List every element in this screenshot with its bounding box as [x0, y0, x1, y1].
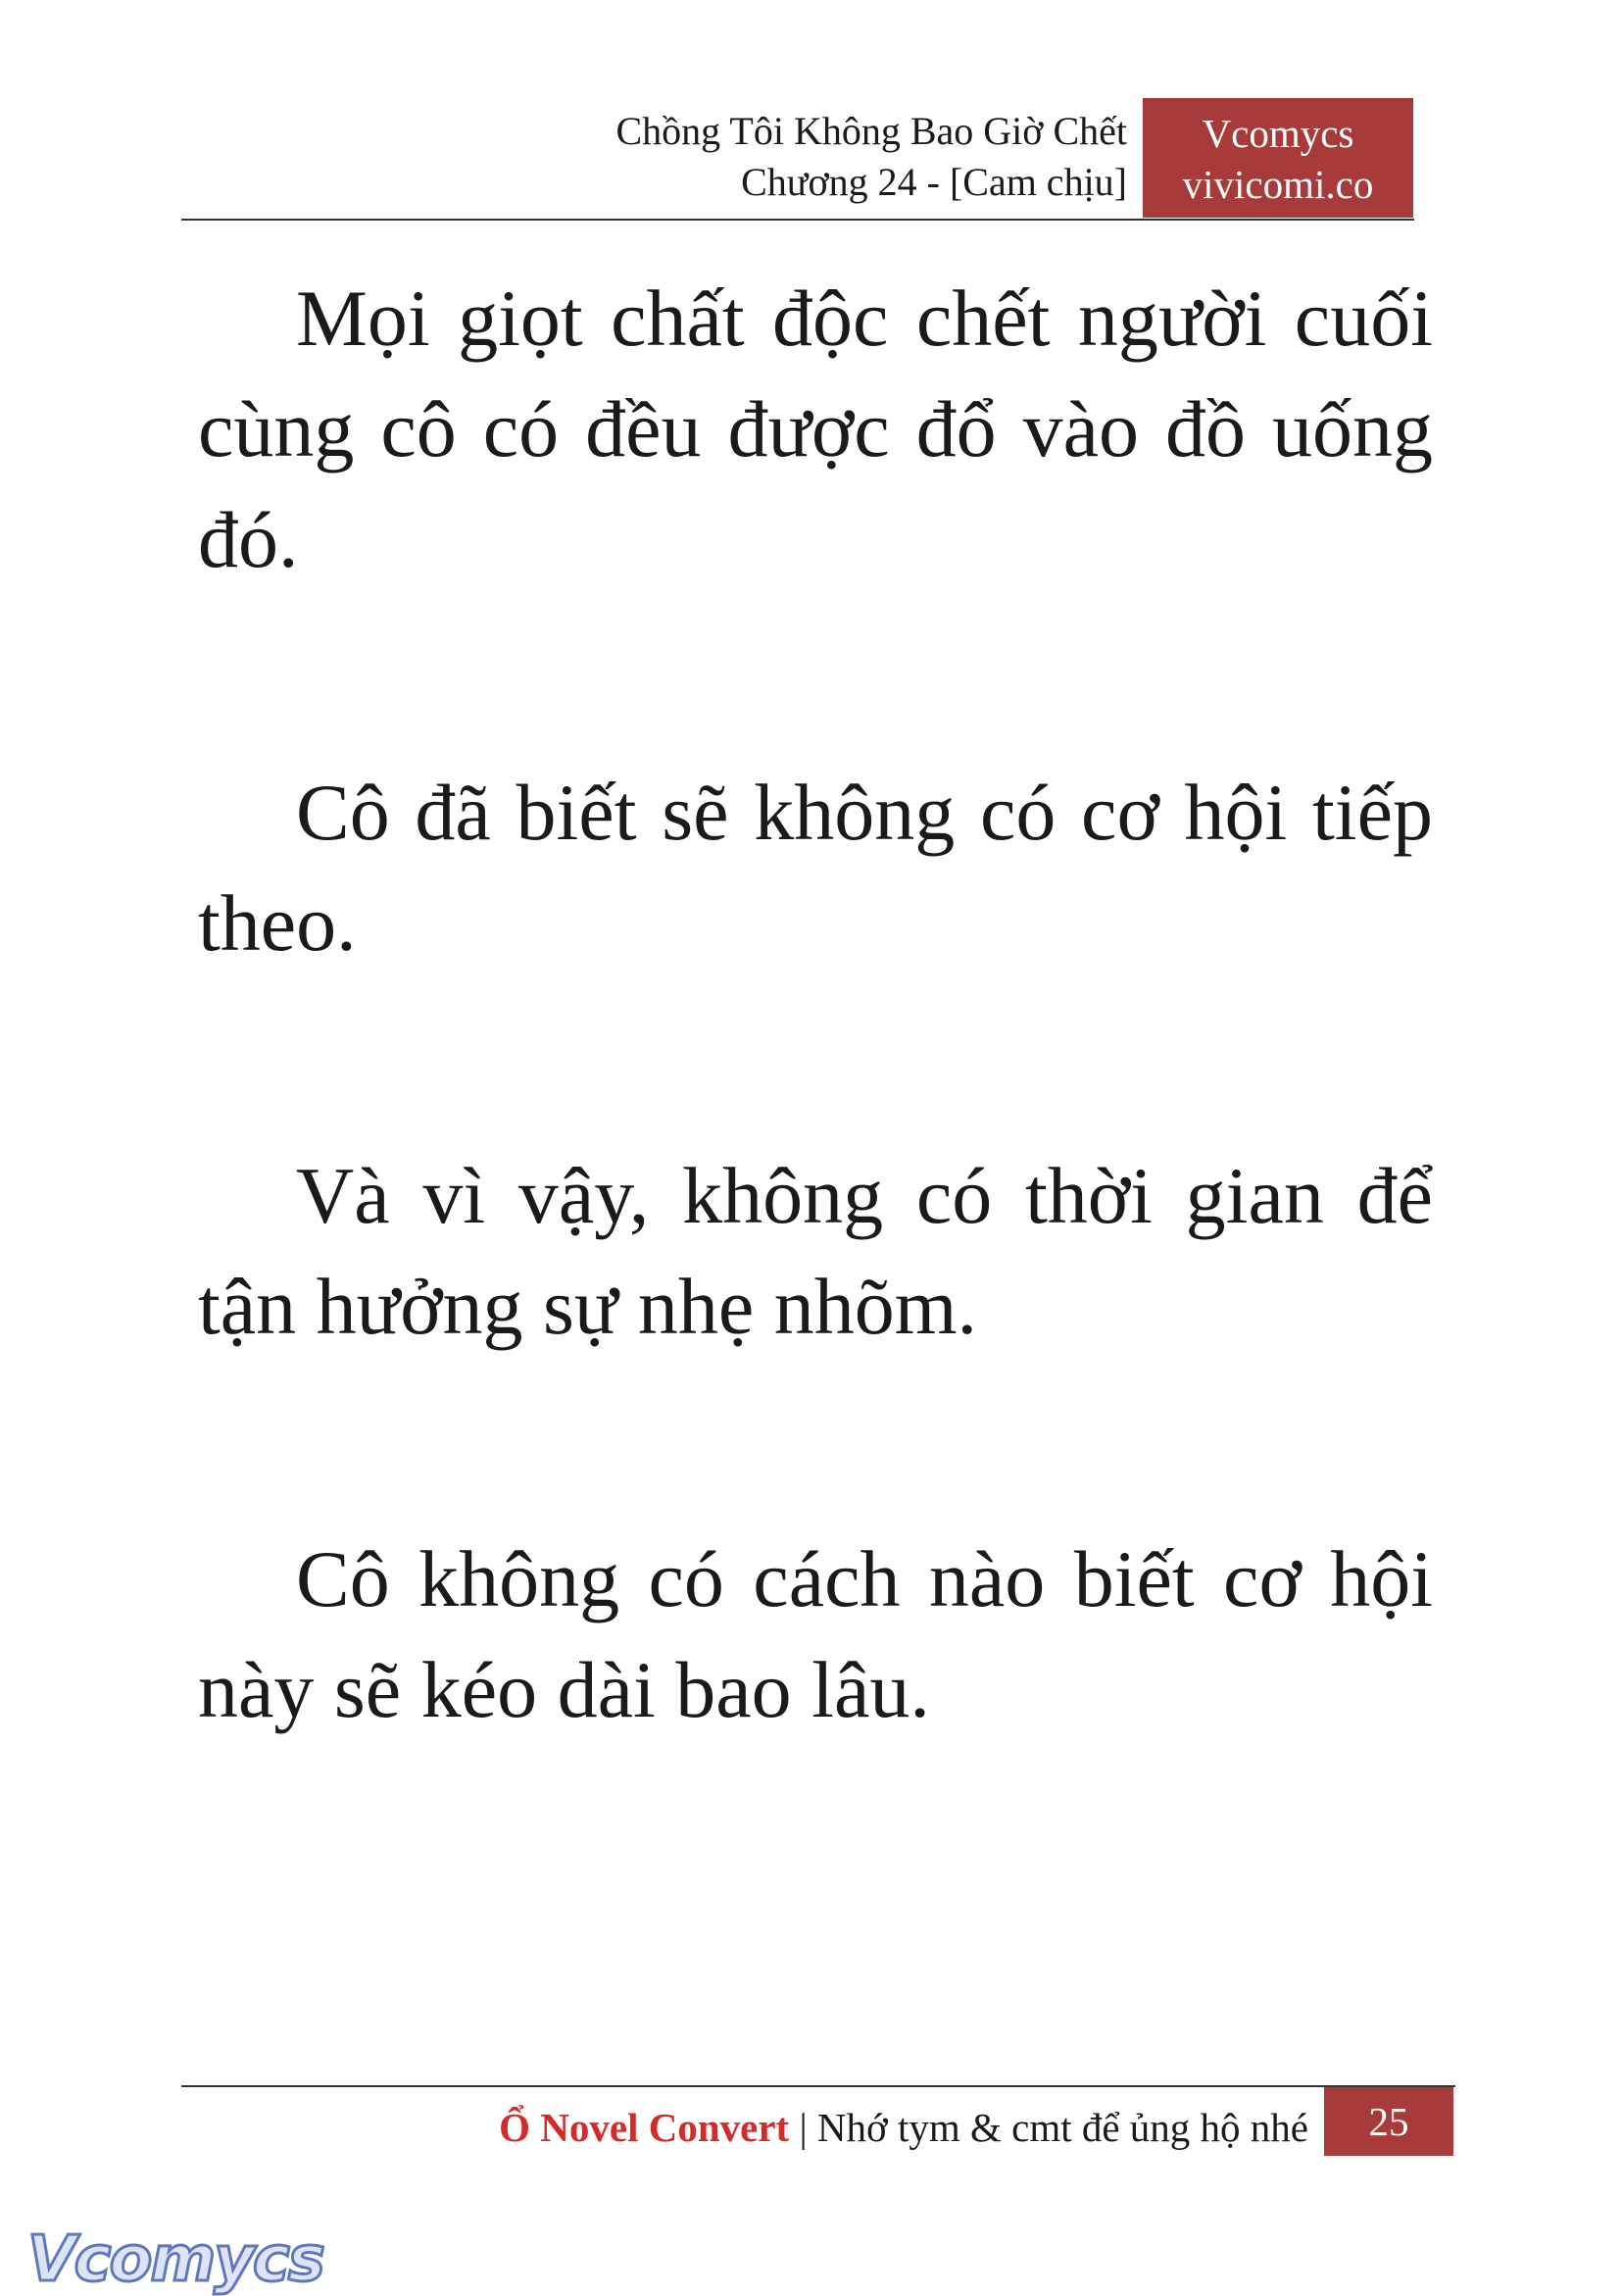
paragraph: Cô đã biết sẽ không có cơ hội tiếp theo. [198, 768, 1433, 968]
footer [499, 2098, 1308, 2157]
paragraph: Cô không có cách nào biết cơ hội này sẽ kéo dài bao lâu. [198, 1534, 1433, 1734]
watermark-logo: Vcomycs [27, 2223, 323, 2296]
brand-url: vivicomi.co [1182, 162, 1374, 207]
footer-separator: | [799, 2105, 808, 2150]
page-number: 25 [1324, 2087, 1453, 2156]
running-header [615, 106, 1127, 208]
footer-divider [181, 2085, 1455, 2087]
chapter-title: Chương 24 - [Cam chịu] [741, 160, 1127, 204]
chapter-body [198, 263, 1433, 1907]
book-title: Chồng Tôi Không Bao Giờ Chết [615, 109, 1127, 153]
brand-name: Vcomycs [1202, 111, 1354, 156]
footer-brand: Ổ Novel Convert [499, 2105, 790, 2150]
header-divider [181, 219, 1414, 221]
paragraph: Và vì vậy, không có thời gian để tận hưởng sự nhẹ nhõm. [198, 1151, 1433, 1351]
brand-box [1143, 98, 1413, 218]
footer-message: Nhớ tym & cmt để ủng hộ nhé [816, 2105, 1308, 2150]
paragraph: Mọi giọt chất độc chết người cuối cùng cô có đều được đổ vào đồ uống đó. [198, 274, 1433, 584]
